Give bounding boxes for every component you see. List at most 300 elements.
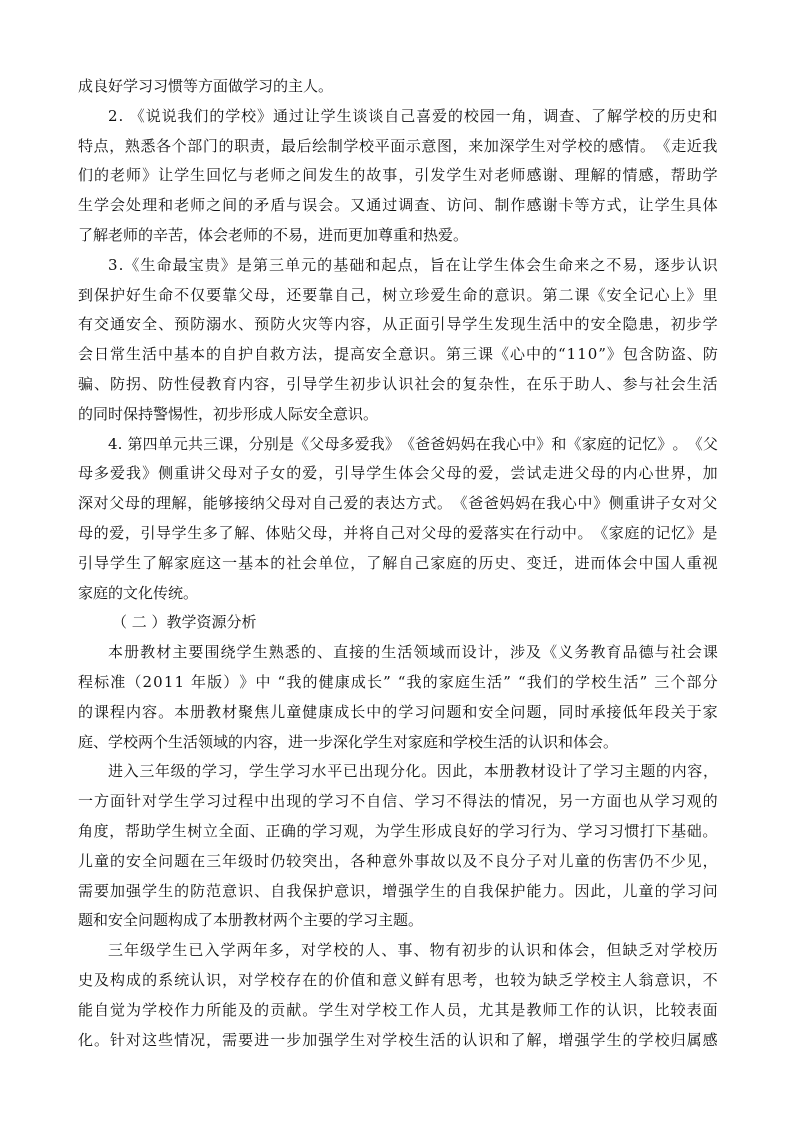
glyph: ， (590, 941, 606, 960)
glyph (648, 668, 653, 698)
line-text (78, 817, 718, 847)
glyph: 、 (317, 643, 333, 662)
glyph: 《 (400, 434, 416, 453)
glyph: 校 (158, 1000, 174, 1019)
glyph: 生 (334, 166, 350, 185)
glyph: 学 (446, 166, 462, 185)
glyph: 识 (350, 881, 366, 900)
glyph: 谢 (542, 196, 558, 215)
glyph: 的 (206, 345, 222, 364)
glyph: 题 (526, 702, 542, 721)
glyph: 、 (558, 166, 574, 185)
glyph: 焦 (254, 702, 270, 721)
glyph: 的 (110, 851, 126, 870)
glyph: ， (686, 970, 702, 989)
glyph: ， (478, 970, 494, 989)
glyph: 学 (201, 762, 217, 781)
glyph: 将 (358, 523, 374, 542)
glyph: 一 (495, 106, 511, 125)
text-line (78, 132, 718, 162)
glyph: 行 (530, 523, 546, 542)
glyph: 来 (468, 136, 484, 155)
glyph: 义 (398, 970, 414, 989)
glyph: 们 (542, 672, 558, 691)
glyph: 爱 (354, 434, 370, 453)
glyph: 认 (462, 1030, 478, 1049)
glyph: 。 (702, 821, 718, 840)
glyph: 材 (156, 643, 172, 662)
glyph: 意 (382, 851, 398, 870)
glyph: 打 (639, 821, 655, 840)
glyph: 不 (174, 285, 190, 304)
glyph: 材 (222, 702, 238, 721)
glyph: 方 (94, 792, 110, 811)
glyph: 贵 (204, 255, 220, 274)
glyph: 接 (234, 494, 250, 513)
glyph: 间 (222, 196, 238, 215)
glyph: 儿 (622, 881, 638, 900)
glyph: 分 (389, 762, 405, 781)
text-line (78, 1026, 718, 1056)
glyph: 、 (561, 821, 577, 840)
glyph: 日 (94, 345, 110, 364)
glyph: 础 (686, 821, 702, 840)
glyph: ， (606, 881, 622, 900)
glyph: ， (233, 434, 249, 453)
glyph: 生 (405, 821, 421, 840)
glyph: 儿 (270, 702, 286, 721)
glyph: 立 (398, 285, 414, 304)
glyph: 见 (686, 851, 702, 870)
glyph: 接 (606, 702, 622, 721)
glyph: 和 (366, 970, 382, 989)
glyph: 具 (686, 196, 702, 215)
document-page (78, 72, 718, 1055)
glyph: 对 (126, 1030, 142, 1049)
glyph: 爱 (110, 464, 126, 483)
glyph: 能 (78, 1000, 94, 1019)
glyph: 长 (366, 672, 382, 691)
glyph: 的 (422, 672, 438, 691)
glyph: 而 (590, 553, 606, 572)
glyph: 学 (156, 821, 172, 840)
glyph: 之 (590, 255, 606, 274)
glyph: 学 (158, 792, 174, 811)
glyph: 己 (400, 106, 416, 125)
glyph: 下 (655, 821, 671, 840)
glyph: 帮 (124, 821, 140, 840)
glyph: 生 (606, 1030, 622, 1049)
glyph: 杂 (478, 374, 494, 393)
glyph: 防 (190, 315, 206, 334)
glyph: 习 (295, 762, 311, 781)
glyph: 感 (702, 1030, 718, 1049)
glyph: 安 (126, 315, 142, 334)
glyph: 个 (670, 672, 686, 691)
glyph: 作 (174, 1000, 190, 1019)
text-line (78, 906, 718, 936)
glyph: 自 (334, 285, 350, 304)
glyph: 关 (670, 702, 686, 721)
glyph: 卡 (558, 196, 574, 215)
glyph: 对 (366, 1030, 382, 1049)
glyph: 解 (171, 494, 187, 513)
glyph: 方 (590, 196, 606, 215)
glyph: 爱 (430, 285, 446, 304)
glyph: 《 (566, 434, 582, 453)
glyph: 的 (302, 672, 318, 691)
glyph: 。 (437, 494, 453, 513)
glyph: 走 (671, 136, 687, 155)
glyph: 信 (382, 792, 398, 811)
glyph: 学 (574, 970, 590, 989)
glyph: 界 (670, 464, 686, 483)
glyph: 》 (257, 106, 273, 125)
glyph: 自 (270, 881, 286, 900)
glyph: 础 (349, 255, 365, 274)
glyph: 会 (686, 643, 702, 662)
glyph: 活 (430, 1030, 446, 1049)
glyph: 进 (558, 464, 574, 483)
glyph: 校 (398, 1030, 414, 1049)
glyph: 生 (158, 881, 174, 900)
glyph: 》 (593, 494, 609, 513)
glyph: 习 (334, 792, 350, 811)
glyph: 《 (655, 136, 671, 155)
glyph: 课 (218, 434, 234, 453)
glyph: 让 (638, 196, 654, 215)
glyph: 低 (622, 702, 638, 721)
glyph: 面 (110, 792, 126, 811)
glyph: 的 (494, 792, 510, 811)
glyph: 尤 (478, 1000, 494, 1019)
text-line (78, 221, 718, 251)
glyph: 法 (478, 792, 494, 811)
text-line (78, 310, 718, 340)
text-line (78, 966, 718, 996)
glyph: 成 (126, 970, 142, 989)
glyph: 多 (339, 434, 355, 453)
glyph: 为 (374, 821, 390, 840)
glyph: 生 (462, 166, 478, 185)
glyph: ， (702, 762, 718, 781)
glyph: 学 (171, 523, 187, 542)
glyph: 式 (421, 494, 437, 513)
glyph: 时 (254, 851, 270, 870)
glyph: 学 (142, 881, 158, 900)
glyph: ， (413, 255, 429, 274)
glyph: 心 (654, 285, 670, 304)
glyph: 进 (108, 762, 124, 781)
glyph: 讲 (190, 464, 206, 483)
glyph: 家 (608, 523, 624, 542)
glyph: 。 (430, 345, 446, 364)
line-text (78, 996, 718, 1026)
glyph: 涉 (509, 643, 525, 662)
glyph: 不 (350, 792, 366, 811)
glyph: ， (109, 821, 125, 840)
glyph: 工 (398, 1000, 414, 1019)
glyph: 让 (158, 166, 174, 185)
glyph: 灾 (302, 315, 318, 334)
glyph: 学 (317, 941, 333, 960)
glyph: 本 (254, 553, 270, 572)
glyph: 防 (654, 345, 670, 364)
glyph: 学 (280, 762, 296, 781)
glyph: 《 (452, 494, 468, 513)
line-text (78, 519, 718, 549)
glyph: ， (350, 553, 366, 572)
glyph: 现 (286, 792, 302, 811)
glyph: 在 (530, 494, 546, 513)
glyph: 助 (686, 166, 702, 185)
glyph: 家 (174, 553, 190, 572)
glyph: 已 (342, 762, 358, 781)
glyph: 了 (366, 553, 382, 572)
line-text (78, 459, 718, 489)
glyph: 的 (302, 792, 318, 811)
glyph: ， (494, 464, 510, 483)
glyph: 的 (452, 523, 468, 542)
glyph: 的 (446, 881, 462, 900)
glyph: 和 (542, 941, 558, 960)
glyph: 活 (702, 374, 718, 393)
glyph: ， (398, 166, 414, 185)
glyph: 》 (606, 345, 622, 364)
glyph: 重 (624, 494, 640, 513)
glyph: 习 (608, 821, 624, 840)
glyph: 课 (574, 285, 590, 304)
glyph: 全 (622, 285, 638, 304)
glyph: 学 (142, 1000, 158, 1019)
glyph: 童 (574, 851, 590, 870)
glyph: 的 (654, 881, 670, 900)
line-text (108, 936, 718, 966)
glyph: 谢 (542, 166, 558, 185)
glyph: 三 (654, 672, 670, 691)
glyph: 全 (142, 851, 158, 870)
glyph: 调 (398, 196, 414, 215)
glyph: 的 (350, 166, 366, 185)
glyph: 、 (478, 196, 494, 215)
glyph: 全 (382, 345, 398, 364)
glyph: 意 (382, 970, 398, 989)
glyph: 侧 (608, 494, 624, 513)
glyph: 的 (590, 1000, 606, 1019)
glyph: 喜 (416, 106, 432, 125)
glyph: 学 (366, 1000, 382, 1019)
glyph: 树 (382, 285, 398, 304)
glyph: 有 (445, 941, 461, 960)
glyph: 较 (510, 970, 526, 989)
glyph: 们 (78, 166, 94, 185)
line-text (78, 489, 718, 519)
glyph: 的 (611, 434, 627, 453)
glyph: 助 (140, 821, 156, 840)
glyph: 学 (225, 106, 241, 125)
glyph: 的 (702, 792, 718, 811)
glyph: 解 (606, 106, 622, 125)
glyph: 中 (577, 494, 593, 513)
glyph: 生 (336, 106, 352, 125)
glyph: 通 (366, 196, 382, 215)
glyph: 社 (414, 374, 430, 393)
glyph: 年 (154, 762, 170, 781)
text-line (78, 281, 718, 311)
glyph: 庭 (624, 523, 640, 542)
glyph: 设 (461, 643, 477, 662)
glyph: 表 (374, 494, 390, 513)
glyph: 防 (270, 315, 286, 334)
text-line (78, 668, 718, 698)
glyph: 对 (238, 970, 254, 989)
glyph: 年 (124, 941, 140, 960)
glyph: 部 (187, 136, 203, 155)
glyph: 解 (382, 553, 398, 572)
glyph: 己 (390, 523, 406, 542)
glyph: 步 (670, 255, 686, 274)
glyph: 2 (142, 672, 153, 691)
glyph: 爸 (430, 434, 446, 453)
glyph: . (118, 106, 124, 125)
glyph: 学 (94, 196, 110, 215)
glyph: 学 (190, 792, 206, 811)
glyph: 意 (494, 285, 510, 304)
glyph: 人 (430, 1000, 446, 1019)
glyph: 已 (188, 941, 204, 960)
glyph: 引 (430, 315, 446, 334)
glyph (185, 668, 190, 698)
glyph: 较 (670, 1000, 686, 1019)
glyph: 因 (436, 762, 452, 781)
glyph: “ (558, 345, 566, 364)
glyph: 爱 (468, 523, 484, 542)
glyph: 人 (590, 374, 606, 393)
glyph: 中 (558, 315, 574, 334)
glyph: ， (542, 792, 558, 811)
glyph: 我 (369, 434, 385, 453)
glyph: 也 (494, 970, 510, 989)
glyph: 生 (471, 672, 487, 691)
glyph: 标 (94, 672, 110, 691)
glyph: 面 (390, 136, 406, 155)
glyph: 于 (686, 702, 702, 721)
glyph: 间 (302, 166, 318, 185)
glyph: 中 (638, 553, 654, 572)
glyph: 感 (526, 166, 542, 185)
glyph: 活 (397, 643, 413, 662)
glyph: 帮 (670, 166, 686, 185)
glyph: 中 (255, 672, 271, 691)
glyph: 1 (566, 345, 577, 364)
glyph: 确 (280, 821, 296, 840)
glyph: 旨 (429, 255, 445, 274)
glyph: 所 (206, 1000, 222, 1019)
glyph: 预 (254, 315, 270, 334)
glyph: 对 (405, 523, 421, 542)
glyph: 后 (296, 136, 312, 155)
glyph: 活 (542, 315, 558, 334)
glyph: 《 (124, 255, 140, 274)
text-line (78, 936, 718, 966)
glyph: 献 (286, 1000, 302, 1019)
glyph: “ (277, 672, 286, 691)
glyph: 了 (591, 106, 607, 125)
line-text (78, 310, 718, 340)
glyph: 能 (222, 1000, 238, 1019)
glyph: 提 (334, 345, 350, 364)
glyph: 还 (286, 285, 302, 304)
glyph: 。 (158, 702, 174, 721)
glyph: 问 (462, 196, 478, 215)
glyph: 来 (574, 255, 590, 274)
glyph: 查 (414, 196, 430, 215)
glyph: 了 (142, 553, 158, 572)
glyph: 三 (462, 345, 478, 364)
glyph: 生 (526, 315, 542, 334)
glyph: 识 (510, 285, 526, 304)
glyph: 意 (334, 881, 350, 900)
glyph: 缺 (622, 941, 638, 960)
glyph: ” (503, 672, 511, 691)
glyph: 校 (590, 970, 606, 989)
glyph: 害 (622, 851, 638, 870)
glyph: 、 (94, 374, 110, 393)
glyph: 父 (109, 494, 125, 513)
glyph: ， (124, 523, 140, 542)
glyph: ， (638, 1000, 654, 1019)
glyph: 记 (627, 434, 643, 453)
text-line (78, 549, 718, 579)
glyph: 意 (654, 970, 670, 989)
glyph: 学 (477, 255, 493, 274)
glyph: 患 (638, 315, 654, 334)
glyph: 贴 (280, 523, 296, 542)
glyph: ， (270, 374, 286, 393)
text-line (78, 489, 718, 519)
glyph: 基 (671, 821, 687, 840)
glyph: 学 (334, 1030, 350, 1049)
glyph: 熟 (124, 136, 140, 155)
glyph: 隐 (622, 315, 638, 334)
glyph: 庭 (596, 434, 612, 453)
glyph: 出 (358, 762, 374, 781)
glyph: 、 (249, 821, 265, 840)
glyph: 。 (302, 1000, 318, 1019)
glyph: 教 (140, 643, 156, 662)
glyph: 好 (468, 821, 484, 840)
glyph: 到 (78, 285, 94, 304)
glyph: 发 (318, 166, 334, 185)
glyph: 学 (110, 553, 126, 572)
glyph: 部 (686, 672, 702, 691)
glyph (392, 668, 397, 698)
section-heading-text: （ 二 ）教学资源分析 (112, 613, 257, 632)
glyph: 要 (238, 1030, 254, 1049)
glyph: 方 (286, 345, 302, 364)
glyph: 加 (110, 881, 126, 900)
glyph: 会 (302, 553, 318, 572)
glyph: 感 (638, 166, 654, 185)
glyph: 及 (462, 851, 478, 870)
glyph: 的 (593, 136, 609, 155)
glyph: 但 (606, 941, 622, 960)
glyph: 《 (294, 434, 310, 453)
glyph: 思 (446, 970, 462, 989)
glyph: 童 (638, 881, 654, 900)
line-text: 成良好学习习惯等方面做学习的主人。 (78, 77, 334, 95)
glyph: 学 (590, 1030, 606, 1049)
